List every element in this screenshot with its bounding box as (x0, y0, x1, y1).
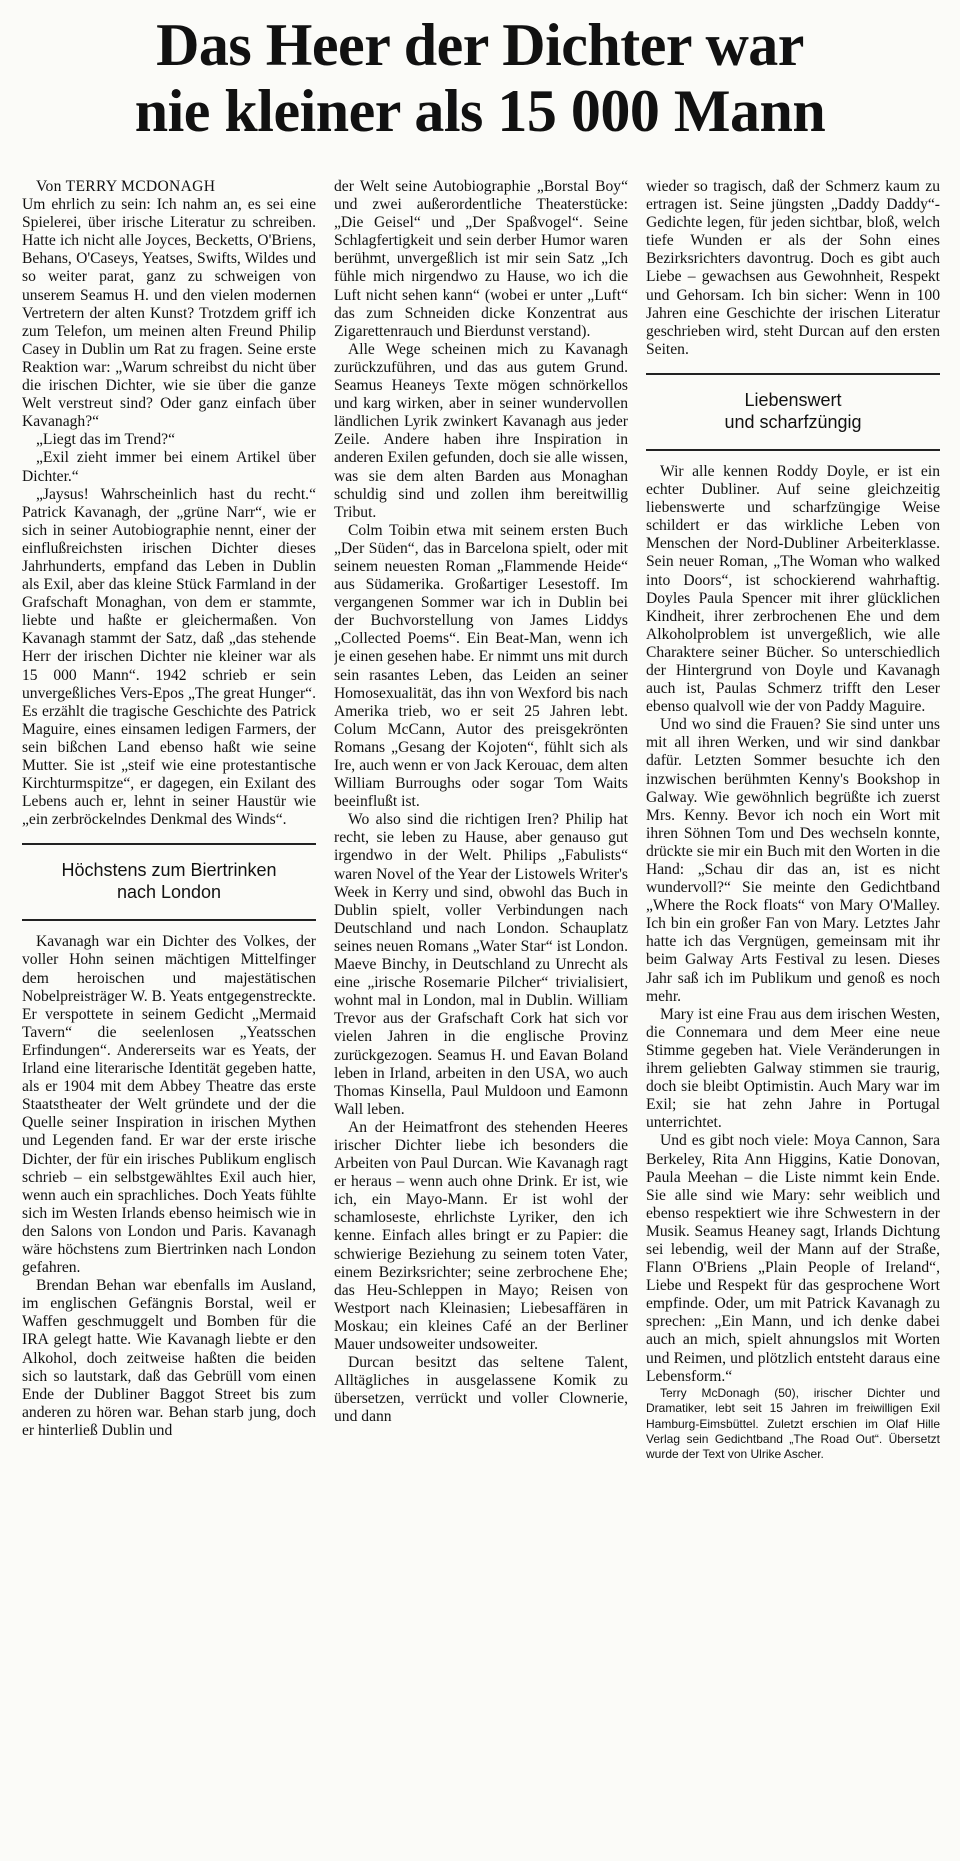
subheading-line-2: nach London (116, 882, 222, 903)
column-1 (22, 178, 316, 1853)
paragraph: Kavanagh war ein Dichter des Volkes, der voller Hohn seinen mächtigen Mittelfinger dem heroischen und majestätischen Nobelpreisträger W. B. Yeats entgegenstreckte. Er verspottete in seinem Gedicht „Mermaid Tavern“ die seelenlosen „Yeatsschen Erfindungen“. Andererseits war es Yeats, der Irland eine literarische Identität gegeben hatte, als er 1904 mit dem Abbey Theatre das erste Staatstheater der Welt gründete und der die Quelle seiner Inspiration in irischen Mythen und Legenden fand. Er war der erste irische Dichter, der für ein irisches Publikum englisch schrieb – ein selbstgewähltes Exil auch hier, wenn auch ein sprachliches. Doch Yeats fühlte sich im Westen Irlands ebenso heimisch wie in den Salons von London und Paris. Kavanagh wäre höchstens zum Biertrinken nach London gefahren. (22, 933, 316, 1277)
paragraph: Wir alle kennen Roddy Doyle, er ist ein echter Dubliner. Auf seine gleichzeitig liebenswerte und scharfzüngige Weise schildert er das wirkliche Leben von Menschen der Nord-Dubliner Arbeiterklasse. Sein neuer Roman, „The Woman who walked into Doors“, ist schockierend wahrhaftig. Doyles Paula Spencer mit ihrer glücklichen Kindheit, ihrer zerbrochenen Ehe und dem Alkoholproblem ist unvergeßlich, wie alle Charaktere seiner Bücher. So unterschiedlich der Hintergrund von Doyle und Kavanagh auch ist, Paulas Schmerz trifft den Leser ebenso qualvoll wie der von Paddy Maguire. (646, 462, 940, 716)
paragraph: Und wo sind die Frauen? Sie sind unter uns mit all ihren Werken, und wir sind dankbar dafür. Letzten Sommer besuchte ich den inzwischen berühmten Kenny's Bookshop in Galway. Wie gewöhnlich begrüßte ich zuerst Mrs. Kenny. Bevor ich noch ein Wort mit ihren Söhnen Tom und Des wechseln konnte, drückte sie mir ein Buch mit den Worten in die Hand: „Schau dir das an, ist es nicht wundervoll?“ Sie meinte den Gedichtband „Where the Rock floats“ von Mary O'Malley. Ich bin ein großer Fan von Mary. Letztes Jahr hatte ich das Vergnügen, gemeinsam mit ihr beim Galway Arts Festival zu lesen. Dieses Jahr saß ich im Publikum und genoß es noch mehr. (646, 716, 940, 1005)
subheading (22, 843, 316, 921)
paragraph: „Jaysus! Wahrscheinlich hast du recht.“ Patrick Kavanagh, der „grüne Narr“, wie er sich in seiner Autobiographie nennt, einer der einflußreichsten irischen Dichter dieses Jahrhunderts, empfand das Leben in Dublin als Exil, aber das kleine Stück Farmland in der Grafschaft Monaghan, von dem er stammte, liebte und haßte er gleichermaßen. Von Kavanagh stammt der Satz, daß „das stehende Herr der irischen Dichter nie kleiner war als 15 000 Mann“. 1942 schrieb er sein unvergeßliches Vers-Epos „The great Hunger“. Es erzählt die tragische Geschichte des Patrick Maguire, eines einsamen ledigen Farmers, der sein bißchen Land ebenso haßt wie seine Mutter. Sie ist „steif wie eine protestantische Kirchturmspitze“, er dagegen, ein Exilant des Lebens auch er, lehnt in seiner Haustür wie „ein zerbröckelndes Denkmal des Winds“. (22, 485, 316, 829)
paragraph: Alle Wege scheinen mich zu Kavanagh zurückzuführen, und das aus gutem Grund. Seamus Heaneys Texte mögen schnörkellos und karg wirken, aber in seiner wundervollen ländlichen Lyrik zwinkert Kavanagh aus jeder Zeile. Andere haben ihre Inspiration in anderen Exilen gefunden, doch sie alle wissen, was sie dem alten Barden aus Monaghan schuldig sind und zollen ihm bereitwillig Tribut. (334, 340, 628, 521)
subheading-line-1: Liebenswert (744, 389, 842, 410)
paragraph: An der Heimatfront des stehenden Heeres irischer Dichter liebe ich besonders die Arbeiten von Paul Durcan. Wie Kavanagh ragt er heraus – wenn auch ohne Drink. Er ist, wie ich, ein Mayo-Mann. Er ist wohl der schamloseste, ehrlichste Lyriker, den ich kenne. Einfach alles bringt er zu Papier: die schwierige Beziehung zu seinem toten Vater, einem Bezirksrichter; seine zerbrochene Ehe; das Heu-Schleppen in Mayo; Reisen von Westport nach Kleinasien; Liebesaffären in Moskau; ein kleines Café an der Berliner Mauer undsoweiter undsoweiter. (334, 1118, 628, 1353)
byline: Von TERRY MCDONAGH (36, 178, 216, 195)
paragraph: Brendan Behan war ebenfalls im Ausland, im englischen Gefängnis Borstal, weil er Waffen geschmuggelt und Bomben für die IRA gelegt hatte. Wie Kavanagh liebte er den Alkohol, doch zeitweise haßten die beiden sich so lautstark, daß das Gebrüll vom einen Ende der Dubliner Baggot Street bis zum anderen zu hören war. Behan starb jung, doch er hinterließ Dublin und (22, 1277, 316, 1439)
paragraph: Durcan besitzt das seltene Talent, Alltägliches in ausgelassene Komik zu übersetzen, verrückt und voller Clownerie, und dann (334, 1354, 628, 1426)
headline-line-2: nie kleiner als 15 000 Mann (134, 78, 826, 144)
author-bio: Terry McDonagh (50), irischer Dichter und Dramatiker, lebt seit 15 Jahren im freiwilligen Exil Hamburg-Eimsbüttel. Zuletzt erschien im Olaf Hille Verlag sein Gedichtband „The Road Out“. Übersetzt wurde der Text von Ulrike Ascher. (646, 1385, 940, 1462)
paragraph: Mary ist eine Frau aus dem irischen Westen, die Connemara und dem Meer eine neue Stimme gegeben hat. Viele Veränderungen in ihrem geliebten Galway stimmen sie traurig, doch sie bleibt Optimistin. Auch Mary war im Exil; sie hat zehn Jahre in Portugal unterrichtet. (646, 1005, 940, 1132)
paragraph: Colm Toibin etwa mit seinem ersten Buch „Der Süden“, das in Barcelona spielt, oder mit seinem neuesten Roman „Flammende Heide“ aus Südamerika. Großartiger Lesestoff. Im vergangenen Sommer war ich in Dublin bei der Buchvorstellung von James Liddys „Collected Poems“. Ein Beat-Man, wenn ich je einen gesehen habe. Er nimmt uns mit durch sein rasantes Leben, das Leiden an seiner Homosexualität, das ihn von Wexford bis nach Amerika trieb, wo er seit 25 Jahren lebt. Colum McCann, Autor des preisgekrönten Romans „Gesang der Kojoten“, fühlt sich als Ire, auch wenn er von Jack Kerouac, dem alten William Burroughs oder sogar Tom Waits beeinflußt ist. (334, 521, 628, 811)
paragraph: „Exil zieht immer bei einem Artikel über Dichter.“ (22, 449, 316, 485)
subheading (646, 373, 940, 451)
headline (30, 12, 930, 144)
article-columns (22, 178, 940, 1853)
subheading-line-2: und scharfzüngig (724, 411, 862, 432)
column-3 (646, 178, 940, 1853)
paragraph: Und es gibt noch viele: Moya Cannon, Sara Berkeley, Rita Ann Higgins, Katie Donovan, Paula Meehan – die Liste nimmt kein Ende. Sie alle sind wie Mary: sehr weiblich und ebenso respektiert wie ihre Schwestern in der Musik. Seamus Heaney sagt, Irlands Dichtung sei lebendig, weil der Mann auf der Straße, Flann O'Briens „Plain People of Ireland“, Liebe und Respekt für das gesprochene Wort empfinde. Oder, um mit Patrick Kavanagh zu sprechen: „Ein Mann, und ich denke dabei auch an mich, spielt ahnungslos mit Worten und Reimen, und plötzlich entsteht daraus eine Lebensform.“ (646, 1132, 940, 1385)
paragraph: Wo also sind die richtigen Iren? Philip hat recht, sie leben zu Hause, aber genauso gut irgendwo in der Welt. Philips „Fabulists“ waren Novel of the Year der Listowels Writer's Week in Kerry und sind, obwohl das Buch in Dublin spielt, voller Verbindungen nach Deutschland und nach London. Schauplatz seines neuen Romans „Water Star“ ist London. Maeve Binchy, in Deutschland zu Unrecht als eine „irische Rosemarie Pilcher“ trivialisiert, wohnt mal in London, mal in Dublin. William Trevor aus der Grafschaft Cork hat sich vor vielen Jahren in die englische Provinz zurückgezogen. Seamus H. und Eavan Boland leben in Irland, arbeiten in den USA, wo auch Thomas Kinsella, Paul Muldoon und Eamonn Wall leben. (334, 811, 628, 1118)
paragraph: „Liegt das im Trend?“ (36, 431, 176, 449)
headline-line-1: Das Heer der Dichter war (156, 12, 804, 78)
column-2 (334, 178, 628, 1853)
paragraph: Um ehrlich zu sein: Ich nahm an, es sei eine Spielerei, über irische Literatur zu schreiben. Hatte ich nicht alle Joyces, Becketts, O'Briens, Behans, O'Caseys, Yeatses, Swifts, Wildes und so weiter parat, ganz zu schweigen von unserem Seamus H. und den vielen modernen Vertretern der alten Kunst? Trotzdem griff ich zum Telefon, um meinen alten Freund Philip Casey in Dublin um Rat zu fragen. Seine erste Reaktion war: „Warum schreibst du nicht über die irischen Dichter, wie sie über die ganze Welt verstreut sind? Oder ganz einfach über Kavanagh?“ (22, 196, 316, 431)
subheading-line-1: Höchstens zum Biertrinken (61, 860, 277, 881)
paragraph: wieder so tragisch, daß der Schmerz kaum zu ertragen ist. Seine jüngsten „Daddy Daddy“-Gedichte legen, für jeden sichtbar, bloß, welch tiefe Wunden er als der Sohn eines Bezirksrichters davontrug. Doch es gibt auch Liebe – gewachsen aus Gewohnheit, Respekt und Gehorsam. Ich bin sicher: Wenn in 100 Jahren eine Geschichte der irischen Literatur geschrieben wird, steht Durcan auf den ersten Seiten. (646, 178, 940, 358)
paragraph: der Welt seine Autobiographie „Borstal Boy“ und zwei außerordentliche Theaterstücke: „Die Geisel“ und „Der Spaßvogel“. Seine Schlagfertigkeit und sein derber Humor waren berühmt, unvergeßlich ist mir sein Satz „Ich fühle mich nirgendwo zu Hause, wo ich die Luft nicht sehen kann“ (wobei er unter „Luft“ das zum Schneiden dicke Konzentrat aus Zigarettenrauch und Bierdunst verstand). (334, 178, 628, 340)
